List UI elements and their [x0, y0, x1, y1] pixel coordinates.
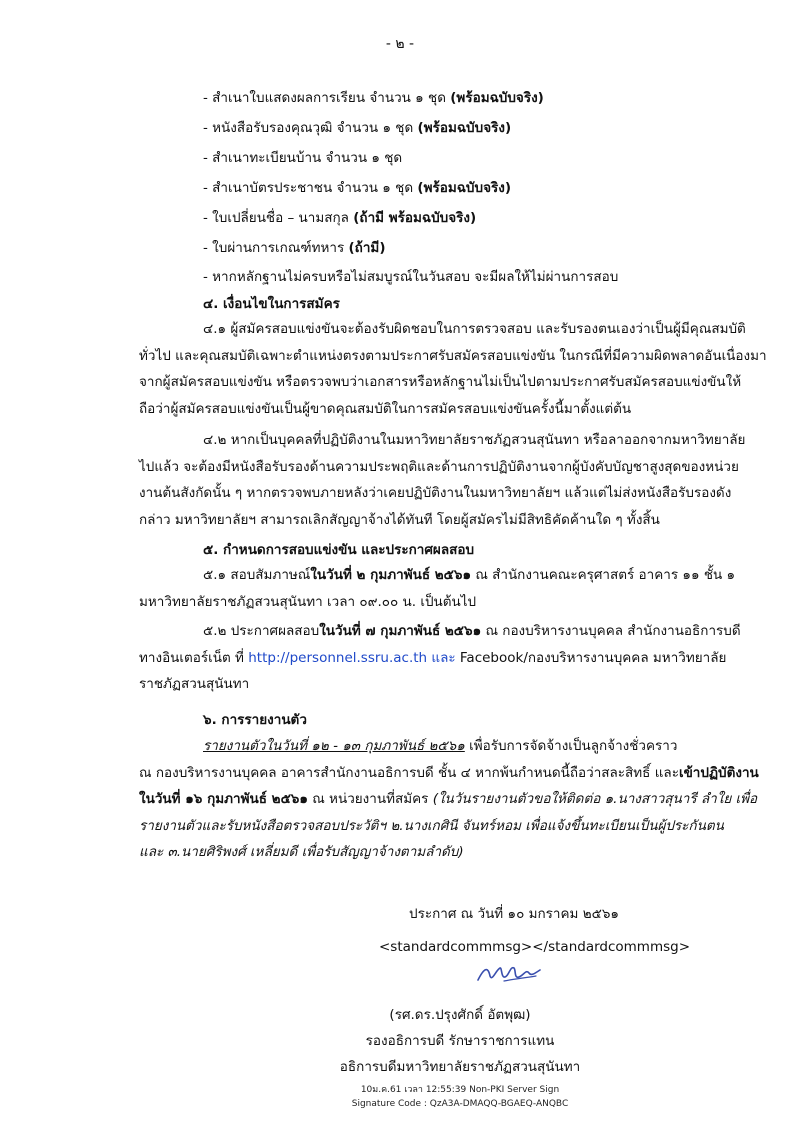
section-5-heading: ๕. กำหนดการสอบแข่งขัน และประกาศผลสอบ: [203, 542, 475, 558]
section-5-1-paragraph: ๕.๑ สอบสัมภาษณ์ในวันที่ ๒ กุมภาพันธ์ ๒๕๖๑ ณ สำนักงานคณะครุศาสตร์ อาคาร ๑๑ ชั้น ๑ มหาวิทยาลัยราชภัฏสวนสุนันทา เวลา ๐๙.๐๐ น. เป็นต้นไป: [139, 567, 736, 610]
signature-code: Signature Code : QzA3A-DMAQQ-BGAEQ-ANQBC: [351, 1099, 569, 1109]
announcement-date: ประกาศ ณ วันที่ ๑๐ มกราคม ๒๕๖๑: [409, 906, 619, 922]
requirement-note: (พร้อมฉบับจริง): [450, 90, 544, 106]
section-4-1-paragraph: ๔.๑ ผู้สมัครสอบแข่งขันจะต้องรับผิดชอบในการตรวจสอบ และรับรองตนเองว่าเป็นผู้มีคุณสมบัติ ทั่วไป และคุณสมบัติเฉพาะตำแหน่งตรงตามประกาศรับสมัครสอบแข่งขัน ในกรณีที่มีความผิดพลาดอันเนื่องมา จากผู้สมัครสอบแข่งขัน หรือตรวจพบว่าเอกสารหรือหลักฐานไม่เป็นไปตามประกาศรับสมัครสอบแข่งขันให้ ถือว่าผู้สมัครสอบแข่งขันเป็นผู้ขาดคุณสมบัติในการสมัครสอบแข่งขันครั้งนี้มาตั้งแต่ต้น: [139, 321, 767, 417]
signatory-position: รองอธิการบดี รักษาราชการแทน: [365, 1033, 555, 1049]
section-4-2-paragraph: ๔.๒ หากเป็นบุคคลที่ปฏิบัติงานในมหาวิทยาลัยราชภัฏสวนสุนันทา หรือลาออกจากมหาวิทยาลัย ไปแล้ว จะต้องมีหนังสือรับรองด้านความประพฤติและด้านการปฏิบัติงานจากผู้บังคับบัญชาสูงสุดของหน่วย งานต้นสังกัดนั้น ๆ หากตรวจพบภายหลังว่าเคยปฏิบัติงานในมหาวิทยาลัยฯ แล้วแต่ไม่ส่งหนังสือรับรองดัง กล่าว มหาวิทยาลัยฯ สามารถเลิกสัญญาจ้างได้ทันที โดยผู้สมัครไม่มีสิทธิคัดค้านใด ๆ ทั้งสิ้น: [139, 432, 746, 528]
requirement-note: (ถ้ามี): [348, 240, 386, 256]
personnel-website-link[interactable]: http://personnel.ssru.ac.th และ: [248, 649, 456, 666]
requirement-text: - สำเนาใบแสดงผลการเรียน จำนวน ๑ ชุด: [203, 90, 451, 106]
section-5-2-paragraph: ๕.๒ ประกาศผลสอบในวันที่ ๗ กุมภาพันธ์ ๒๕๖๑ ณ กองบริหารงานบุคคล สำนักงานอธิการบดี ทางอินเตอร์เน็ต ที่ http://personnel.ssru.ac.th และ Facebook/กองบริหารงานบุคคล มหาวิทยาลัย ราชภัฏสวนสุนันทา: [139, 623, 741, 692]
requirement-item: [203, 176, 511, 198]
requirement-text: - ใบเปลี่ยนชื่อ – นามสกุล: [203, 210, 354, 226]
handwritten-signature: [474, 960, 546, 988]
signatory-position-full: อธิการบดีมหาวิทยาลัยราชภัฏสวนสุนันทา: [339, 1059, 581, 1075]
requirement-note: (พร้อมฉบับจริง): [417, 120, 512, 136]
section-6-paragraph: รายงานตัวในวันที่ ๑๒ - ๑๓ กุมภาพันธ์ ๒๕๖๑ เพื่อรับการจัดจ้างเป็นลูกจ้างชั่วคราว ณ กองบริหารงานบุคคล อาคารสำนักงานอธิการบดี ชั้น ๔ หากพ้นกำหนดนี้ถือว่าสละสิทธิ์ และเข้าปฏิบัติงาน ในวันที่ ๑๖ กุมภาพันธ์ ๒๕๖๑ ณ หน่วยงานที่สมัคร (ในวันรายงานตัวขอให้ติดต่อ ๑.นางสาวสุนารี ลำใย เพื่อ รายงานตัวและรับหนังสือตรวจสอบประวัติฯ ๒.นางเกศินี จันทร์หอม เพื่อแจ้งขึ้นทะเบียนเป็นผู้ประกันตน และ ๓.นายศิริพงศ์ เหลี่ยมดี เพื่อรับสัญญาจ้างตามลำดับ): [139, 738, 759, 860]
signature-stroke: [478, 968, 540, 980]
requirement-note: (ถ้ามี พร้อมฉบับจริง): [353, 210, 477, 226]
page-number: - ๒ -: [385, 36, 415, 52]
signatory-name: (รศ.ดร.ปรุงศักดิ์ อัตพุฒ): [389, 1007, 531, 1023]
requirement-note: (พร้อมฉบับจริง): [417, 180, 511, 196]
requirement-item: [203, 265, 618, 287]
requirement-text: - ใบผ่านการเกณฑ์ทหาร: [203, 240, 349, 256]
requirement-item: [203, 146, 402, 168]
requirement-text: - สำเนาบัตรประชาชน จำนวน ๑ ชุด: [203, 180, 418, 196]
requirement-item: [203, 236, 386, 258]
section-6-heading: ๖. การรายงานตัว: [203, 712, 307, 728]
signature-timestamp: 10ม.ค.61 เวลา 12:55:39 Non-PKI Server Sign: [360, 1085, 560, 1095]
requirement-item: [203, 116, 511, 138]
section-4-heading: ๔. เงื่อนไขในการสมัคร: [203, 296, 340, 312]
placeholder-tag: <standardcommmsg></standardcommmsg>: [379, 939, 691, 955]
requirement-text: - หนังสือรับรองคุณวุฒิ จำนวน ๑ ชุด: [203, 120, 418, 136]
requirement-item: [203, 206, 476, 228]
requirement-item: [203, 86, 544, 108]
requirement-text: - หากหลักฐานไม่ครบหรือไม่สมบูรณ์ในวันสอบ จะมีผลให้ไม่ผ่านการสอบ: [203, 269, 619, 285]
requirement-text: - สำเนาทะเบียนบ้าน จำนวน ๑ ชุด: [203, 150, 403, 166]
